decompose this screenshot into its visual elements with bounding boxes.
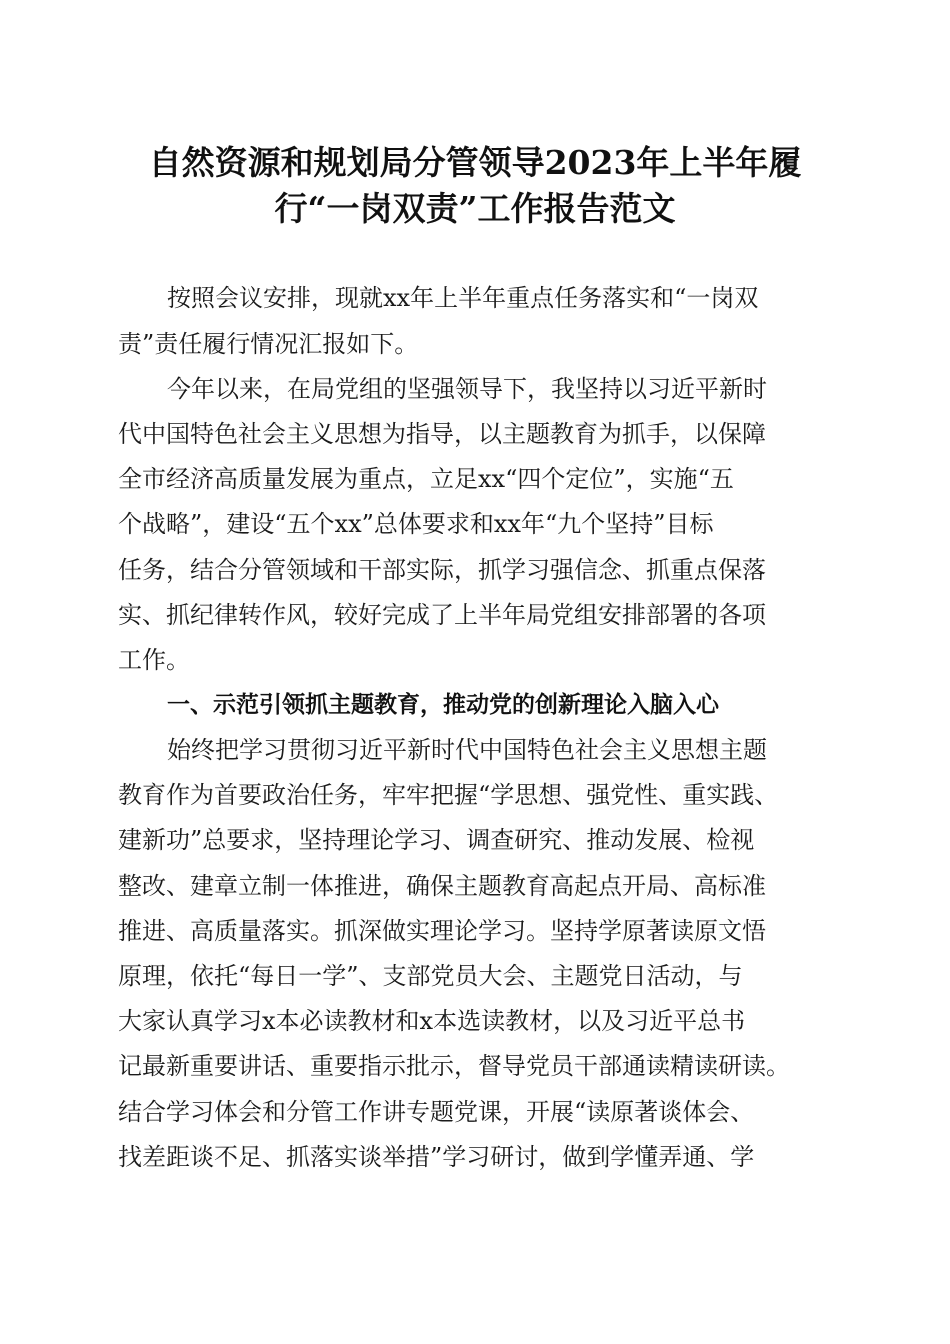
paragraph-line: 建新功”总要求，坚持理论学习、调查研究、推动发展、检视	[118, 826, 755, 854]
document-title-line-2: 行“一岗双责”工作报告范文	[274, 189, 676, 228]
document-title-line-1: 自然资源和规划局分管领导2023年上半年履	[148, 143, 802, 182]
paragraph-line: 任务，结合分管领域和干部实际，抓学习强信念、抓重点保落	[118, 556, 766, 584]
paragraph-line: 结合学习体会和分管工作讲专题党课，开展“读原著谈体会、	[118, 1098, 755, 1126]
paragraph-line: 记最新重要讲话、重要指示批示，督导党员干部通读精读研读。	[118, 1052, 790, 1080]
paragraph-line: 今年以来，在局党组的坚强领导下，我坚持以习近平新时	[167, 375, 767, 403]
paragraph-line: 大家认真学习x本必读教材和x本选读教材，以及习近平总书	[118, 1007, 746, 1035]
paragraph-line: 始终把学习贯彻习近平新时代中国特色社会主义思想主题	[167, 736, 767, 764]
paragraph-line: 整改、建章立制一体推进，确保主题教育高起点开局、高标准	[118, 872, 766, 900]
paragraph-line: 原理，依托“每日一学”、支部党员大会、主题党日活动，与	[118, 962, 743, 990]
paragraph-line: 按照会议安排，现就xx年上半年重点任务落实和“一岗双	[167, 284, 759, 312]
paragraph-line: 责”责任履行情况汇报如下。	[118, 330, 419, 358]
paragraph-line: 个战略”，建设“五个xx”总体要求和xx年“九个坚持”目标	[118, 510, 714, 538]
paragraph-line: 全市经济高质量发展为重点，立足xx“四个定位”，实施“五	[118, 465, 734, 493]
paragraph-line: 找差距谈不足、抓落实谈举措”学习研讨，做到学懂弄通、学	[118, 1143, 755, 1171]
paragraph-line: 工作。	[118, 646, 190, 674]
paragraph-line: 推进、高质量落实。抓深做实理论学习。坚持学原著读原文悟	[118, 917, 766, 945]
paragraph-line: 实、抓纪律转作风，较好完成了上半年局党组安排部署的各项	[118, 601, 766, 629]
paragraph-line: 教育作为首要政治任务，牢牢把握“学思想、强党性、重实践、	[118, 781, 779, 809]
paragraph-line: 代中国特色社会主义思想为指导，以主题教育为抓手，以保障	[118, 420, 766, 448]
section-heading: 一、示范引领抓主题教育，推动党的创新理论入脑入心	[167, 692, 719, 718]
